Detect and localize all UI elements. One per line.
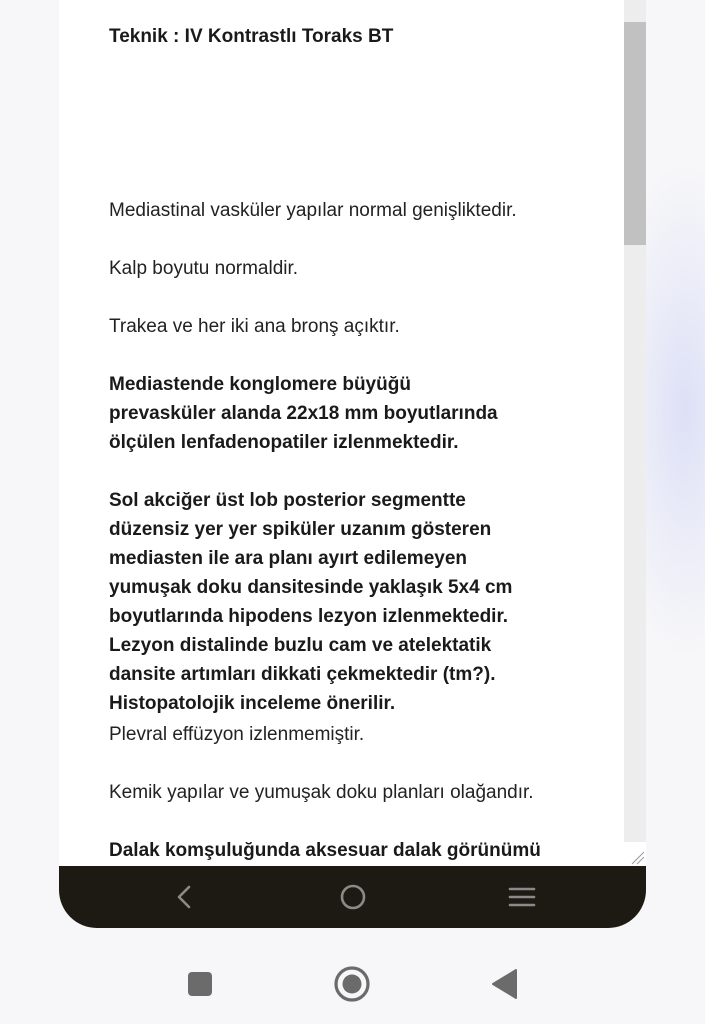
report-paragraph: Mediastinal vasküler yapılar normal genişliktedir. [109,200,517,221]
report-paragraph: Plevral effüzyon izlenmemiştir. [109,724,365,745]
report-paragraph: Dalak komşuluğunda aksesuar dalak görünümü [109,840,541,861]
report-paragraph: Sol akciğer üst lob posterior segmentte düzensiz yer yer spiküler uzanım gösteren mediasten ile ara planı ayırt edilemeyen yumuşak doku dansitesinde yaklaşık 5x4 cm boyutlarında hipodens lezyon izlenmektedir. Lezyon distalinde buzlu cam ve atelektatik dansite artımları dikkati çekmektedir (tm?). Histopatolojik inceleme önerilir. [109,490,513,714]
hamburger-icon [508,885,536,909]
nav-menu-button[interactable] [502,880,542,914]
scrollbar-thumb[interactable] [624,22,646,245]
nav-back-button[interactable] [164,880,204,914]
report-paragraph: Mediastende konglomere büyüğü prevasküler alanda 22x18 mm boyutlarında ölçülen lenfadenopatiler izlenmektedir. [109,374,498,453]
chevron-left-icon [174,884,194,910]
report-paragraph: Kemik yapılar ve yumuşak doku planları olağandır. [109,782,534,803]
ring-dot-icon [333,965,371,1003]
system-home-button[interactable] [330,962,374,1006]
triangle-left-icon [490,968,518,1000]
browser-nav-bar [59,866,646,928]
recents-button[interactable] [178,962,222,1006]
report-paragraph: Trakea ve her iki ana bronş açıktır. [109,316,400,337]
report-paragraph: Kalp boyutu normaldir. [109,258,299,279]
report-viewer[interactable] [59,0,624,866]
scrollbar[interactable] [624,0,646,866]
system-nav-bar [0,950,705,1024]
resize-grip-icon [624,842,646,866]
circle-icon [339,883,367,911]
technique-line: Teknik : IV Kontrastlı Toraks BT [109,26,394,47]
resize-handle[interactable] [624,842,646,866]
system-back-button[interactable] [482,962,526,1006]
nav-home-button[interactable] [333,880,373,914]
square-icon [186,970,214,998]
